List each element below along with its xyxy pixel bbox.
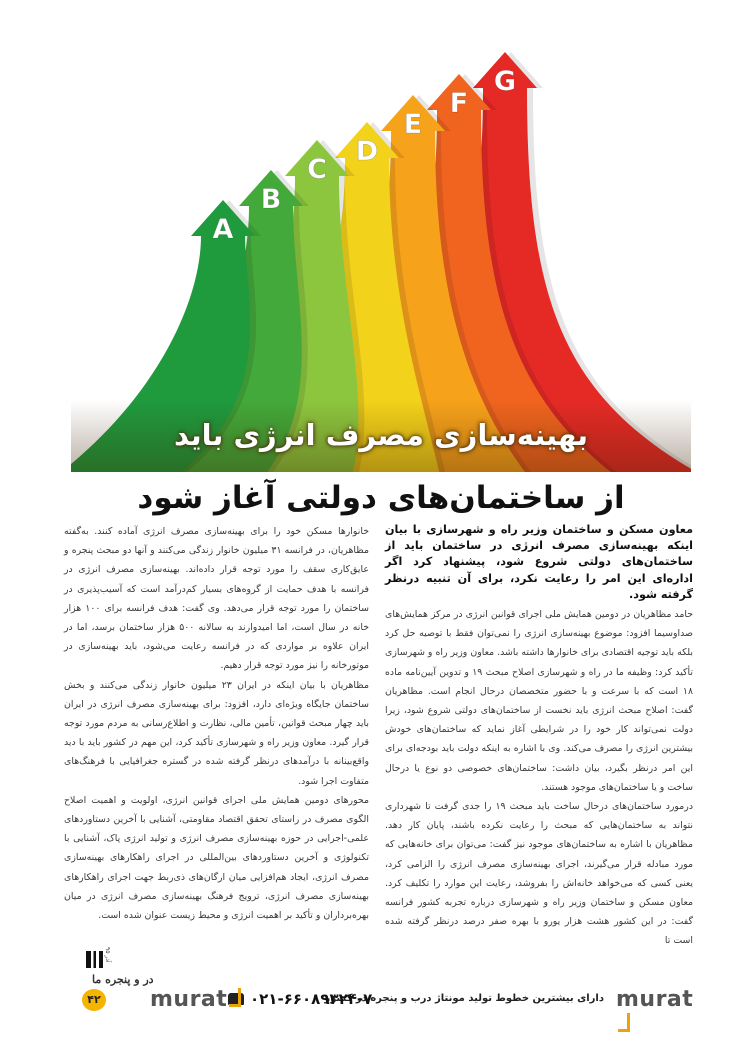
qr-code-icon: [86, 951, 103, 968]
page-number: ۴۲: [82, 989, 106, 1011]
energy-rating-graphic: [71, 40, 691, 472]
article-column-right: [385, 522, 693, 951]
footer-phone: [228, 990, 372, 1008]
magazine-logo: در و پنجره ما: [92, 973, 154, 986]
rating-letter-e: E: [403, 109, 423, 140]
phone-number: ۰۲۱-۶۶۰۸۹۳۲۴-۷: [250, 990, 373, 1008]
article-column-left: [64, 522, 369, 925]
page-footer: [64, 945, 704, 1015]
article-paragraph: خانوارها مسکن خود را برای بهینه‌سازی مصرف انرژی آماده کنند. به‌گفته مظاهریان، در فرانسه ۳۱ میلیون خانوار زندگی می‌کنند و آنها دو مبحث پنجره و عایق‌کاری سقف را مورد توجه قرار داده‌اند. بهینه‌سازی مصرف انرژی در فرانسه با هدف حمایت از گروه‌های بسیار کم‌درآمد است که آسیب‌پذیری در ساختمان را مورد توجه قرار می‌دهد. وی گفت: هدف فرانسه برای ۱۰۰ هزار خانه در سال است، اما امیدوارند به سالانه ۵۰۰ هزار ساختمان برسد، اما در ایران علاوه بر مواردی که در فرانسه رعایت می‌شود، باید بهینه‌سازی در موتورخانه را نیز مورد توجه قرار دهیم.: [64, 526, 369, 672]
article-paragraph: درمورد ساختمان‌های درحال ساخت باید مبحث ۱۹ را جدی گرفت تا شهرداری نتواند به ساختمان‌هایی که مبحث را رعایت نکرده باشند، پایان کار دهد. مظاهریان با اشاره به ساختمان‌های موجود نیز گفت: می‌توان برای خانه‌هایی که مورد مبادله قرار می‌گیرند، اجرای بهینه‌سازی مصرف انرژی را الزامی کرد، یعنی کسی که می‌خواهد خانه‌اش را بفروشد، رعایت این موارد را تکلیف کرد. معاون مسکن و ساختمان وزیر راه و شهرسازی درباره تجربه کشور فرانسه گفت: در این کشور هشت هزار یورو با بهره صفر درصد درنظر گرفته شده است تا: [385, 801, 693, 947]
rating-letter-b: B: [260, 184, 282, 215]
brand-mark-icon: [229, 988, 241, 1007]
brand-mark-icon: [618, 1013, 630, 1032]
brand-text: murat: [616, 987, 694, 1012]
headline-main: از ساختمان‌های دولتی آغاز شود: [137, 480, 625, 516]
article-paragraph: محورهای دومین همایش ملی اجرای قوانین انرژی، اولویت و اهمیت اصلاح الگوی مصرف در راستای تحقق اقتصاد مقاومتی، آشنایی با آخرین دستاوردهای علمی-اجرایی در حوزه بهینه‌سازی مصرف انرژی و تولید انرژی پاک، آشنایی با تکنولوژی و آخرین دستاوردهای بین‌المللی در اجرای راهکارهای بهینه‌سازی مصرف انرژی، ایجاد هم‌افزایی میان ارگان‌های ذی‌ربط جهت اجرای راهکارهای بهینه‌سازی مصرف انرژی، ترویج فرهنگ بهینه‌سازی مصرف انرژی در میان بهره‌برداران و تأکید بر اهمیت انرژی و محیط زیست عنوان شده است.: [64, 794, 369, 922]
article-paragraph: مظاهریان با بیان اینکه در ایران ۲۳ میلیون خانوار زندگی می‌کنند و بخش ساختمان جایگاه ویژه‌ای دارد، افزود: برای بهینه‌سازی مصرف انرژی در ایران باید چهار مبحث قوانین، تأمین مالی، نظارت و اطلاع‌رسانی به مردم مورد توجه قرار گیرد. معاون وزیر راه و شهرسازی تأکید کرد، این مهم در کشور باید با دید واقع‌بینانه با درآمدهای درنظر گرفته شده در گستره جغرافیایی با فرهنگ‌های متفاوت اجرا شود.: [64, 679, 370, 787]
brand-text: murat: [150, 987, 228, 1012]
footer-tagline: دارای بیشترین خطوط تولید مونتاژ درب و پنجره در کشور: [324, 993, 604, 1004]
rating-letter-c: C: [307, 154, 327, 185]
brand-logo-left: [150, 987, 241, 1012]
rating-letter-g: G: [493, 66, 517, 97]
rating-letter-a: A: [212, 214, 234, 245]
brand-logo-right: [616, 987, 704, 1037]
headline-overlay: بهینه‌سازی مصرف انرژی باید: [173, 418, 589, 452]
issue-label: آذر ۹۵: [104, 947, 111, 963]
article-lead: معاون مسکن و ساختمان وزیر راه و شهرسازی با بیان اینکه بهینه‌سازی مصرف انرژی در ساختمان باید از ساختمان‌های دولتی شروع شود، پیشنهاد کرد اگر اداره‌ای این امر را رعایت نکرد، برای آن تنبیه درنظر گرفته شود.: [385, 523, 693, 601]
article-paragraph: حامد مظاهریان در دومین همایش ملی اجرای قوانین انرژی در مرکز همایش‌های صداوسیما افزود: موضوع بهینه‌سازی انرژی را نمی‌توان فقط با توصیه حل کرد بلکه باید توجیه اقتصادی برای خانوارها داشته باشد. معاون وزیر راه و شهرسازی تأکید کرد: وظیفه ما در راه و شهرسازی اصلاح مبحث ۱۹ و تدوین آیین‌نامه ماده ۱۸ است که با سرعت و با حضور متخصصان درحال انجام است. مظاهریان گفت: اصلاح مبحث انرژی باید نخست از ساختمان‌های دولتی شروع شود، زیرا دولت نمی‌تواند کار خود را در شرایطی آغاز نماید که ساختمان‌های خودش بیشترین انرژی را مصرف می‌کند. وی با اشاره به اینکه دولت باید بودجه‌ای برای این امر درنظر بگیرد، بیان داشت: ساختمان‌های خصوصی دو نوع یا درحال ساخت و یا ساختمان‌های موجود هستند.: [385, 609, 693, 793]
hero-image: [71, 40, 691, 472]
rating-letter-d: D: [355, 136, 379, 167]
rating-letter-f: F: [449, 88, 469, 119]
